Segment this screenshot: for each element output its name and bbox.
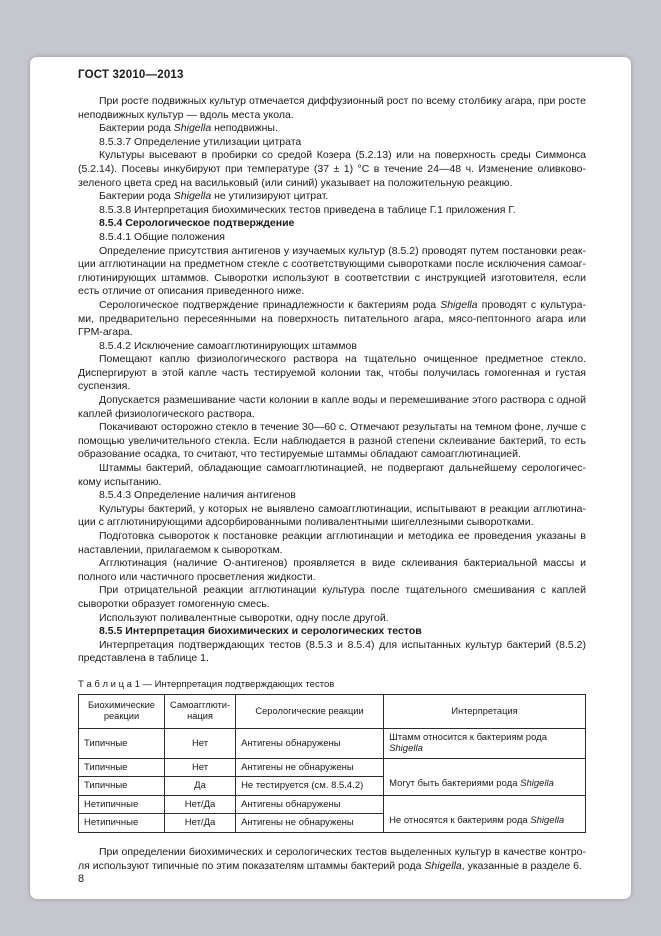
table-cell: Типичные	[79, 777, 165, 796]
paragraph: Определение присутствия антигенов у изучаемых культур (8.5.2) проводят путем постановки реакции агглютинации на предметном стекле с соответствующими сыворотками после исключения самоагглютинирующих штаммов. Сыворотки используют в соответствии с инструкцией изготовителя, если есть отличие от описания приведенного ниже.	[78, 244, 586, 298]
table-cell: Нет/Да	[165, 814, 236, 833]
table-cell: Нет	[165, 728, 236, 758]
table-row	[79, 795, 586, 814]
paragraph: 8.5.4.3 Определение наличия антигенов	[99, 489, 296, 502]
table-cell: Да	[165, 777, 236, 796]
paragraph: Культуры высевают в пробирки со средой Козера (5.2.13) или на поверхность среды Симмонса (5.2.14). Посевы инкубируют при температуре (37 ± 1) °С в течение 24—48 ч. Изменение оливково-зеленого цвета сред на васильковый (или синий) указывает на положительную реакцию.	[78, 149, 586, 189]
paragraphs	[78, 95, 586, 666]
paragraph: Штаммы бактерий, обладающие самоагглютинацией, не подвергают дальнейшему серологическому испытанию.	[78, 462, 586, 488]
page-number: 8	[78, 873, 85, 885]
paragraph: Интерпретация подтверждающих тестов (8.5.3 и 8.5.4) для испытанных культур бактерий (8.5.2) представлена в таблице 1.	[78, 638, 586, 665]
confirmation-tests-table	[78, 694, 586, 833]
paragraph: Культуры бактерий, у которых не выявлено самоагглютинации, испытывают в реакции агглютинации с агглютинирующими адсорбированными поливалентными шигеллезными сыворотками.	[78, 502, 586, 529]
table-cell: Типичные	[79, 758, 165, 777]
paragraph: Серологическое подтверждение принадлежности к бактериям рода Shigella проводят с культурами, предварительно пересеянными на поверхность питательного агара, мясо-пептонного агара или ГРМ-агара.	[78, 298, 586, 339]
table-header-cell: Самоагглютинация	[165, 694, 236, 728]
doc-designation: ГОСТ 32010—2013	[78, 69, 184, 81]
table-cell: Антигены не обнаружены	[236, 814, 384, 833]
table-cell-interpretation: Не относятся к бактериям рода Shigella	[384, 795, 586, 832]
table-cell: Нетипичные	[79, 814, 165, 833]
table-header-cell: Биохимические реакции	[79, 694, 165, 728]
paragraph: Помещают каплю физиологического раствора на тщательно очищенное предметное стекло. Диспергируют в этой капле часть тестируемой колонии так, чтобы получилась гомогенная и густая суспензия.	[78, 353, 586, 393]
table-cell: Антигены не обнаружены	[236, 758, 384, 777]
paragraph: Используют поливалентные сыворотки, одну после другой.	[99, 611, 389, 624]
document-page	[30, 57, 631, 899]
table-cell: Не тестируется (см. 8.5.4.2)	[236, 777, 384, 796]
table-row	[79, 728, 586, 758]
table-cell: Типичные	[79, 728, 165, 758]
table-cell: Нет/Да	[165, 795, 236, 814]
section-heading: 8.5.5 Интерпретация биохимических и серологических тестов	[99, 625, 422, 638]
section-heading: 8.5.4 Серологическое подтверждение	[99, 217, 295, 230]
paragraph: 8.5.4.2 Исключение самоагглютинирующих штаммов	[99, 339, 357, 352]
paragraph: 8.5.3.7 Определение утилизации цитрата	[99, 135, 302, 148]
table-header-row	[79, 694, 586, 728]
paragraph: Допускается размешивание части колонии в капле воды и перемешивание этого раствора с одной каплей физиологического раствора.	[78, 394, 586, 420]
table-header-cell: Интерпретация	[384, 694, 586, 728]
closing-paragraph: При определении биохимических и серологических тестов выделенных культур в качестве контроля используют типичные по этим показателям штаммы бактерий рода Shigella, указанные в разделе 6.	[78, 845, 586, 872]
paragraph: 8.5.3.8 Интерпретация биохимических тестов приведена в таблице Г.1 приложения Г.	[99, 203, 516, 216]
paragraph: При отрицательной реакции агглютинации культура после тщательного смешивания с каплей сыворотки образует гомогенную смесь.	[78, 584, 586, 610]
paragraph: При росте подвижных культур отмечается диффузионный рост по всему столбику агара, при росте неподвижных культур — вдоль места укола.	[78, 95, 586, 121]
table-cell: Нетипичные	[79, 795, 165, 814]
table-cell: Нет	[165, 758, 236, 777]
table-cell: Антигены обнаружены	[236, 795, 384, 814]
table-cell: Антигены обнаружены	[236, 728, 384, 758]
table-row	[79, 758, 586, 777]
table-header-cell: Серологические реакции	[236, 694, 384, 728]
paragraph: Бактерии рода Shigella неподвижны.	[99, 122, 278, 135]
table-cell-interpretation: Штамм относится к бактериям рода Shigella	[384, 728, 586, 758]
paragraph: Подготовка сывороток к постановке реакции агглютинации и методика ее проведения указаны в наставлении, прилагаемом к сывороткам.	[78, 530, 586, 556]
paragraph: 8.5.4.1 Общие положения	[99, 230, 225, 243]
table-caption: Т а б л и ц а 1 — Интерпретация подтверждающих тестов	[78, 678, 335, 690]
table-body	[79, 728, 586, 832]
table-cell-interpretation: Могут быть бактериями рода Shigella	[384, 758, 586, 795]
paragraph: Агглютинация (наличие О-антигенов) проявляется в виде склеивания бактериальной массы и полного или частичного просветления жидкости.	[78, 557, 586, 583]
paragraph: Бактерии рода Shigella не утилизируют цитрат.	[99, 190, 329, 203]
paragraph: Покачивают осторожно стекло в течение 30—60 с. Отмечают результаты на темном фоне, лучше с помощью увеличительного стекла. Если наблюдается в разной степени склеивание бактерий, то есть образование осадка, то считают, что тестируемые штаммы обладают самоагглютинацией.	[78, 421, 586, 461]
